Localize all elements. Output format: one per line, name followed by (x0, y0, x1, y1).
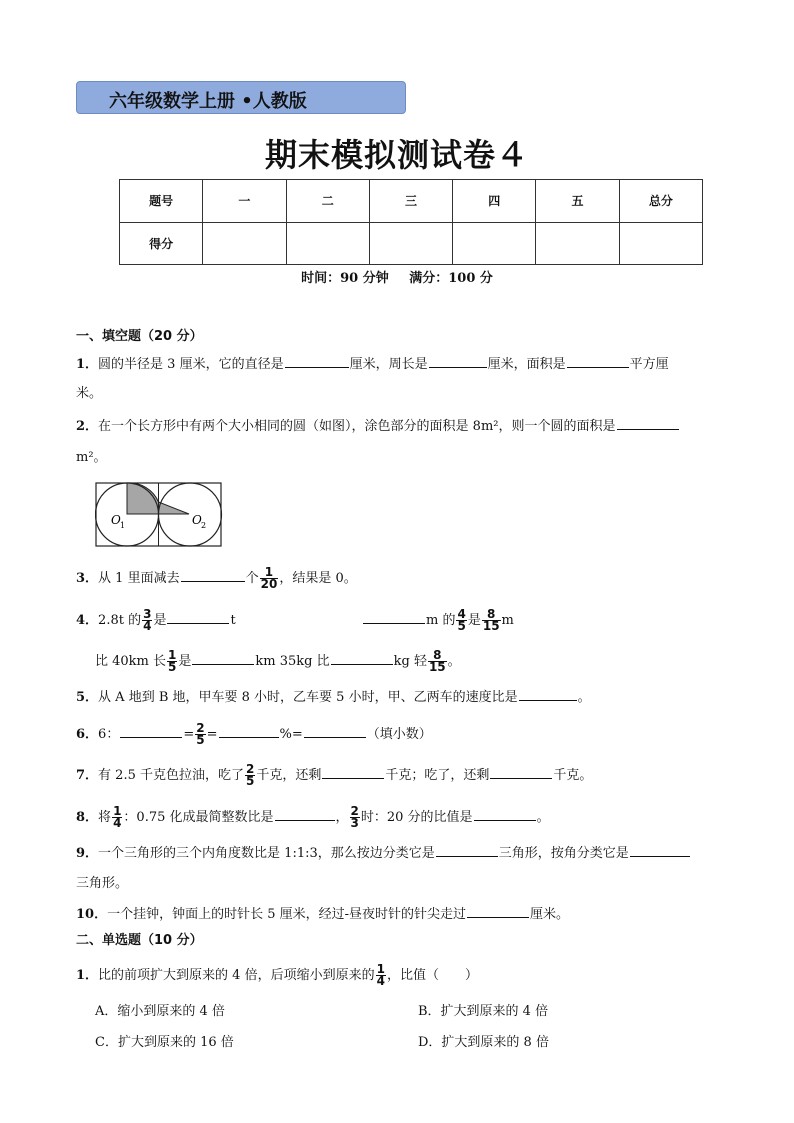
question-text: %= (279, 727, 303, 742)
table-row (120, 180, 703, 223)
table-cell: 四 (453, 180, 536, 223)
question-text: 。 (447, 654, 461, 669)
question-text: km 35kg 比 (255, 654, 330, 669)
question-text: 平方厘 (629, 357, 669, 372)
question-text: 在一个长方形中有两个大小相同的圆（如图），涂色部分的面积是 8m²，则一个圆的面积是 (98, 419, 616, 434)
label-o1: O (111, 513, 121, 527)
question-text: ，比值（ ） (386, 968, 478, 983)
score-input-cell[interactable] (286, 222, 369, 265)
question-1-cont: 米。 (76, 386, 103, 401)
score-input-cell[interactable] (369, 222, 452, 265)
question-text: 有 2.5 千克色拉油，吃了 (98, 768, 244, 783)
question-text: 是 (178, 654, 192, 669)
answer-blank[interactable] (519, 688, 577, 701)
label-o1-sub: 1 (120, 521, 126, 530)
question-10 (76, 905, 569, 924)
answer-blank[interactable] (474, 808, 536, 821)
label-o2: O (192, 513, 202, 527)
fraction: $\frac{2}{3}$ (350, 804, 359, 830)
option-b[interactable]: B．扩大到原来的 4 倍 (418, 1004, 549, 1019)
question-9 (76, 844, 691, 863)
question-text: ，结果是 0。 (279, 571, 357, 586)
question-text: 三角形，按角分类它是 (498, 846, 629, 861)
table-cell: 一 (203, 180, 286, 223)
question-text: 个 (245, 571, 259, 586)
question-text: m 的 (426, 613, 456, 628)
question-text: m (501, 613, 514, 628)
score-input-cell[interactable] (203, 222, 286, 265)
fraction: $\frac{1}{4}$ (376, 962, 385, 988)
question-text: = (206, 727, 218, 742)
question-number: 3． (76, 571, 99, 586)
option-c[interactable]: C．扩大到原来的 16 倍 (95, 1035, 234, 1050)
answer-blank[interactable] (120, 725, 182, 738)
question-7 (76, 764, 592, 787)
score-table (119, 179, 703, 265)
fraction: $\frac{2}{5}$ (246, 762, 255, 788)
question-text: t (230, 613, 236, 628)
question-4 (76, 609, 236, 632)
question-number: 2． (76, 419, 99, 434)
answer-blank[interactable] (275, 808, 335, 821)
question-4-part2 (362, 609, 514, 632)
question-number: 4． (76, 613, 99, 628)
question-number: 6． (76, 727, 99, 742)
option-d[interactable]: D．扩大到原来的 8 倍 (418, 1035, 549, 1050)
question-text: 一个三角形的三个内角度数比是 1:1:3，那么按边分类它是 (98, 846, 435, 861)
answer-blank[interactable] (285, 355, 349, 368)
question-text: ：0.75 化成最简整数比是 (123, 810, 274, 825)
banner-text: 六年级数学上册 •人教版 (109, 91, 307, 112)
answer-blank[interactable] (617, 417, 679, 430)
question-text: 。 (577, 690, 591, 705)
fraction: $\frac{2}{5}$ (196, 721, 205, 747)
answer-blank[interactable] (304, 725, 366, 738)
question-2-cont: m²。 (76, 450, 107, 465)
question-3 (76, 567, 357, 590)
table-cell: 总分 (619, 180, 702, 223)
question-text: 6： (98, 727, 120, 742)
table-row (120, 222, 703, 265)
question-number: 5． (76, 690, 99, 705)
question-text: 是 (153, 613, 167, 628)
grade-banner (76, 81, 406, 114)
answer-blank[interactable] (429, 355, 487, 368)
question-1 (76, 355, 669, 374)
score-input-cell[interactable] (536, 222, 619, 265)
question-text: ， (335, 810, 349, 825)
question-text: （填小数） (366, 727, 432, 742)
section-heading: 二、单选题（10 分） (76, 933, 203, 948)
answer-blank[interactable] (331, 652, 393, 665)
question-text: 圆的半径是 3 厘米，它的直径是 (98, 357, 284, 372)
question-text: 将 (98, 810, 112, 825)
question-text: 厘米，周长是 (349, 357, 428, 372)
question-text: 。 (536, 810, 550, 825)
question-number: 9． (76, 846, 99, 861)
answer-blank[interactable] (181, 569, 245, 582)
fraction: $\frac{1}{20}$ (260, 565, 278, 591)
answer-blank[interactable] (363, 611, 425, 624)
question-number: 10． (76, 907, 108, 922)
table-cell: 五 (536, 180, 619, 223)
question-text: 厘米，面积是 (487, 357, 566, 372)
question-8 (76, 806, 550, 829)
fraction: $\frac{3}{4}$ (143, 607, 152, 633)
time-limit: 时间：90 分钟 (301, 271, 389, 286)
question-text: 比的前项扩大到原来的 4 倍，后项缩小到原来的 (98, 968, 375, 983)
answer-blank[interactable] (436, 844, 498, 857)
question-text: 2.8t 的 (98, 613, 142, 628)
question-text: = (183, 727, 195, 742)
score-input-cell[interactable] (453, 222, 536, 265)
fraction: $\frac{8}{15}$ (428, 648, 446, 674)
question-text: 时：20 分的比值是 (360, 810, 473, 825)
answer-blank[interactable] (219, 725, 279, 738)
table-cell: 题号 (120, 180, 203, 223)
exam-meta (0, 267, 794, 286)
two-circles-figure (95, 482, 223, 548)
question-2 (76, 417, 680, 436)
question-text: 千克。 (553, 768, 593, 783)
section-heading: 一、填空题（20 分） (76, 329, 203, 344)
label-o2-sub: 2 (201, 521, 207, 530)
table-cell: 二 (286, 180, 369, 223)
table-cell: 得分 (120, 222, 203, 265)
page-title: 期末模拟测试卷４ (264, 136, 529, 174)
question-number: 7． (76, 768, 99, 783)
question-text: 是 (467, 613, 481, 628)
question-text: 一个挂钟，钟面上的时针长 5 厘米，经过-昼夜时针的针尖走过 (107, 907, 467, 922)
question-number: 1． (76, 968, 99, 983)
answer-blank[interactable] (467, 905, 529, 918)
question-6 (76, 723, 432, 746)
answer-blank[interactable] (192, 652, 254, 665)
score-input-cell[interactable] (619, 222, 702, 265)
full-score: 满分：100 分 (409, 271, 493, 286)
question-number: 8． (76, 810, 99, 825)
question-text: kg 轻 (393, 654, 427, 669)
question-text: 比 40km 长 (95, 654, 167, 669)
question-text: 从 A 地到 B 地，甲车要 8 小时，乙车要 5 小时，甲、乙两车的速度比是 (98, 690, 518, 705)
answer-blank[interactable] (322, 766, 384, 779)
question-5 (76, 688, 591, 707)
table-cell: 三 (369, 180, 452, 223)
answer-blank[interactable] (567, 355, 629, 368)
question-text: 厘米。 (530, 907, 570, 922)
answer-blank[interactable] (167, 611, 229, 624)
question-text: 千克；吃了，还剩 (385, 768, 490, 783)
question-4-line2 (95, 650, 461, 673)
question-text: 千克，还剩 (256, 768, 322, 783)
option-a[interactable]: A．缩小到原来的 4 倍 (95, 1004, 225, 1019)
fraction: $\frac{4}{5}$ (457, 607, 466, 633)
fraction: $\frac{1}{4}$ (113, 804, 122, 830)
question-number: 1． (76, 357, 99, 372)
answer-blank[interactable] (630, 844, 690, 857)
fraction: $\frac{8}{15}$ (482, 607, 500, 633)
mc-question-1 (76, 964, 478, 987)
question-9-cont: 三角形。 (76, 876, 129, 891)
question-text: 从 1 里面减去 (98, 571, 180, 586)
fraction: $\frac{1}{5}$ (168, 648, 177, 674)
answer-blank[interactable] (490, 766, 552, 779)
